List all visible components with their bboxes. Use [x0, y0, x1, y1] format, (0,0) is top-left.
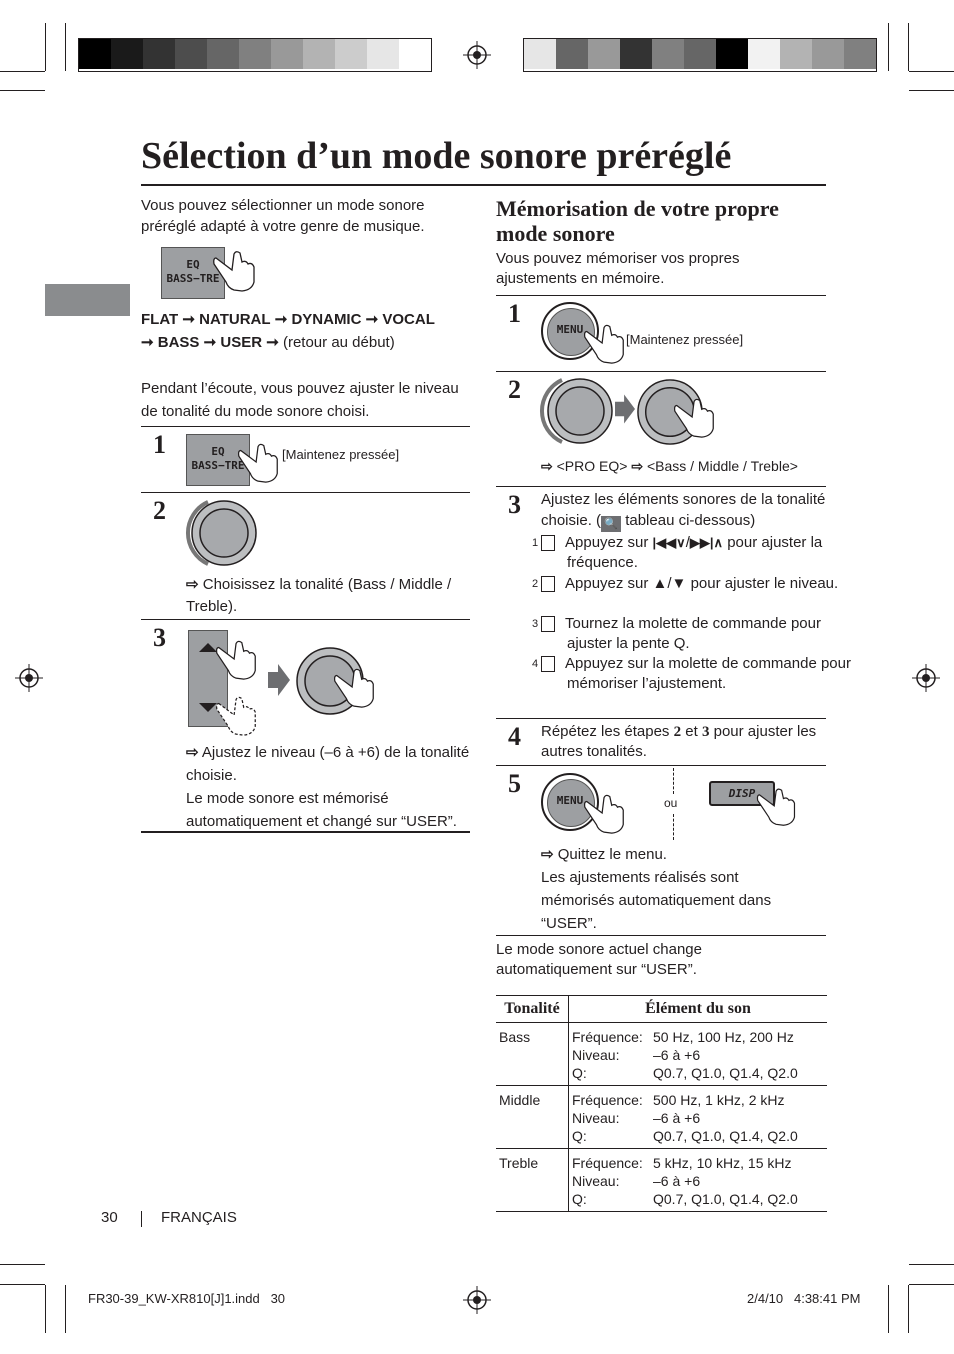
divider-dashed	[673, 768, 674, 794]
right-intro: Vous pouvez mémoriser vos propres ajustements en mémoire.	[496, 250, 740, 287]
tone-cell: Middle	[496, 1086, 569, 1149]
mode-vocal: VOCAL	[382, 311, 435, 328]
crop-mark	[888, 1285, 889, 1333]
file-info: FR30-39_KW-XR810[J]1.indd 30	[88, 1291, 286, 1306]
table-row	[496, 1149, 827, 1212]
rule	[496, 371, 826, 372]
sound-element-table	[496, 996, 827, 1212]
step-number: 2	[153, 496, 166, 525]
substep-text: Appuyez sur	[565, 534, 653, 551]
pointing-hand-icon	[332, 662, 378, 710]
next-arrow-icon	[615, 394, 635, 424]
crop-mark	[909, 90, 954, 91]
freq-value: 500 Hz, 1 kHz, 2 kHz	[653, 1092, 785, 1108]
skip-forward-up-icon: ▶▶|∧	[689, 535, 724, 550]
print-date: 2/4/10 4:38:41 PM	[747, 1291, 861, 1306]
control-dial-rotate-icon	[538, 376, 616, 446]
q-label: Q:	[572, 1191, 587, 1207]
step3-result: Le mode sonore est mémorisé automatiquement et changé sur “USER”.	[186, 790, 457, 830]
crop-mark	[909, 71, 954, 72]
color-bar-left	[78, 38, 432, 72]
freq-label: Fréquence:	[572, 1092, 643, 1108]
mode-tail: (retour au début)	[282, 334, 395, 351]
registration-mark-icon	[463, 1286, 491, 1314]
level-value: –6 à +6	[653, 1110, 701, 1126]
rule	[141, 426, 470, 427]
step4-text-e: pour ajuster les autres tonalités.	[541, 723, 817, 760]
table-header: Tonalité	[496, 996, 569, 1023]
substep	[531, 574, 852, 594]
step3-intro-a: Ajustez les éléments sonores de la tonalité choisie. (	[541, 491, 826, 529]
q-value: Q0.7, Q1.0, Q1.4, Q2.0	[653, 1191, 798, 1207]
step4-text-c: et	[681, 723, 702, 740]
substep-text: Appuyez sur la molette de commande pour mémoriser l’ajustement.	[565, 655, 851, 692]
step-ref: 2	[673, 724, 682, 740]
q-label: Q:	[572, 1128, 587, 1144]
registration-mark-icon	[463, 41, 491, 69]
step3-instruction: Ajustez le niveau (–6 à +6) de la tonalité choisie.	[186, 744, 470, 784]
section-heading: Mémorisation de votre propre mode sonore	[496, 196, 779, 246]
mode-sequence: FLAT ➞ NATURAL ➞ DYNAMIC ➞ VOCAL ➞ BASS ➞ USER ➞ (retour au début)	[141, 311, 435, 351]
rule	[496, 486, 826, 487]
freq-label: Fréquence:	[572, 1155, 643, 1171]
registration-mark-icon	[15, 664, 43, 692]
pointing-hand-icon	[214, 634, 260, 682]
or-label: ou	[664, 796, 678, 810]
menu-path-tones: <Bass / Middle / Treble>	[646, 458, 798, 474]
step2-text: ⇨ Choisissez la tonalité (Bass / Middle / Treble).	[186, 576, 452, 615]
footer-separator	[141, 1211, 142, 1227]
rule	[141, 492, 470, 493]
substep-number: 3	[541, 616, 555, 632]
registration-mark-icon	[912, 664, 940, 692]
substep-number: 2	[541, 576, 555, 592]
substep-text: pour ajuster la fréquence.	[567, 534, 823, 571]
page-title: Sélection d’un mode sonore préréglé	[141, 135, 732, 177]
step4-text-a: Répétez les étapes	[541, 723, 674, 740]
crop-mark	[0, 1264, 45, 1265]
crop-mark	[45, 23, 46, 71]
rule	[496, 935, 826, 936]
step5-text: ⇨ Quittez le menu. Les ajustements réalisés sont mémorisés automatiquement dans “USER”.	[541, 846, 772, 932]
title-rule	[141, 184, 826, 186]
pointing-hand-dashed-icon	[214, 690, 260, 738]
rule	[141, 831, 470, 833]
crop-mark	[909, 1264, 954, 1265]
level-value: –6 à +6	[653, 1047, 701, 1063]
hold-label: [Maintenez pressée]	[626, 332, 744, 347]
substep-number: 1	[541, 535, 555, 551]
q-value: Q0.7, Q1.0, Q1.4, Q2.0	[653, 1128, 798, 1144]
substep	[531, 614, 852, 654]
crop-mark	[65, 23, 66, 71]
pointing-hand-icon	[582, 318, 628, 366]
substep-number: 4	[541, 656, 555, 672]
step2-instruction: Choisissez la tonalité (Bass / Middle / Treble).	[186, 576, 452, 615]
step2-menu-path: ⇨ <PRO EQ> ⇨ <Bass / Middle / Treble>	[541, 458, 798, 474]
eq-label: EQ	[211, 445, 225, 458]
rule	[141, 619, 470, 620]
step3-text: ⇨ Ajustez le niveau (–6 à +6) de la tonalité choisie. Le mode sonore est mémorisé automatiquement et changé sur “USER”.	[186, 744, 470, 830]
rule	[496, 718, 826, 719]
intro-text: Vous pouvez sélectionner un mode sonore préréglé adapté à votre genre de musique.	[141, 197, 425, 235]
crop-mark	[888, 23, 889, 71]
element-cell	[569, 1149, 828, 1212]
step3-intro	[541, 489, 826, 532]
crop-mark	[65, 1285, 66, 1333]
pointing-hand-icon	[582, 788, 628, 836]
step5-result: Les ajustements réalisés sont mémorisés automatiquement dans “USER”.	[541, 869, 772, 932]
bass-treble-label: BASS−TRE	[191, 459, 245, 472]
freq-label: Fréquence:	[572, 1029, 643, 1045]
section-tab	[45, 284, 130, 316]
level-label: Niveau:	[572, 1110, 620, 1126]
mode-user: USER	[220, 334, 263, 351]
level-label: Niveau:	[572, 1047, 620, 1063]
pointing-hand-icon	[212, 244, 258, 294]
magnifier-icon: 🔍	[601, 516, 621, 532]
table-row	[496, 1023, 827, 1086]
step4-text	[541, 722, 826, 762]
crop-mark	[45, 1285, 46, 1333]
skip-back-down-icon: |◀◀∨	[652, 535, 686, 550]
control-dial-rotate-icon	[184, 498, 260, 568]
step-number: 4	[508, 722, 521, 751]
step-number: 5	[508, 769, 521, 798]
disp-label: DISP	[728, 787, 756, 800]
q-value: Q0.7, Q1.0, Q1.4, Q2.0	[653, 1065, 798, 1081]
crop-mark	[908, 23, 909, 71]
substep	[531, 654, 852, 694]
table-header-row	[496, 996, 827, 1023]
pointing-hand-icon	[754, 782, 800, 828]
substep-text: Appuyez sur	[565, 575, 653, 592]
table-row	[496, 1086, 827, 1149]
menu-label: MENU	[556, 323, 584, 336]
next-arrow-icon	[268, 664, 290, 696]
freq-value: 50 Hz, 100 Hz, 200 Hz	[653, 1029, 794, 1045]
step5-instruction: Quittez le menu.	[557, 846, 667, 863]
pointing-hand-icon	[672, 392, 718, 440]
step-number: 1	[508, 299, 521, 328]
step-number: 1	[153, 430, 166, 459]
hold-label: [Maintenez pressée]	[282, 447, 400, 462]
rule	[496, 295, 826, 296]
substep-text: pour ajuster le niveau.	[686, 575, 839, 592]
page-number: 30	[101, 1209, 118, 1226]
mode-dynamic: DYNAMIC	[291, 311, 362, 328]
table-header: Élément du son	[569, 996, 828, 1023]
mode-flat: FLAT	[141, 311, 179, 328]
q-label: Q:	[572, 1065, 587, 1081]
tone-cell: Treble	[496, 1149, 569, 1212]
up-down-arrow-icon: ▲/▼	[652, 575, 687, 592]
freq-value: 5 kHz, 10 kHz, 15 kHz	[653, 1155, 792, 1171]
menu-label: MENU	[556, 794, 584, 807]
level-label: Niveau:	[572, 1173, 620, 1189]
step-number: 3	[508, 490, 521, 519]
mode-natural: NATURAL	[199, 311, 271, 328]
step3-intro-b: tableau ci-dessous)	[621, 512, 756, 529]
step-number: 2	[508, 375, 521, 404]
crop-mark	[909, 1284, 954, 1285]
color-bar-right	[523, 38, 877, 72]
crop-mark	[0, 1284, 45, 1285]
note-text: Le mode sonore actuel change automatiquement sur “USER”.	[496, 941, 702, 978]
divider-dashed	[673, 814, 674, 840]
tone-cell: Bass	[496, 1023, 569, 1086]
substep-text: Tournez la molette de commande pour ajuster la pente Q.	[565, 615, 821, 652]
crop-mark	[908, 1285, 909, 1333]
mode-bass: BASS	[157, 334, 200, 351]
element-cell	[569, 1023, 828, 1086]
menu-path-pro-eq: <PRO EQ>	[556, 458, 628, 474]
language-label: FRANÇAIS	[161, 1209, 237, 1226]
level-value: –6 à +6	[653, 1173, 701, 1189]
element-cell	[569, 1086, 828, 1149]
bass-treble-label: BASS−TRE	[166, 272, 220, 285]
crop-mark	[0, 90, 45, 91]
crop-mark	[0, 71, 45, 72]
substep: 1 Appuyez sur |◀◀∨/▶▶|∧ pour ajuster la fréquence.	[531, 534, 823, 571]
eq-label: EQ	[186, 258, 200, 271]
rule	[496, 765, 826, 766]
pointing-hand-icon	[236, 437, 282, 485]
step-number: 3	[153, 623, 166, 652]
step-ref: 3	[701, 724, 710, 740]
during-text: Pendant l’écoute, vous pouvez ajuster le niveau de tonalité du mode sonore choisi.	[141, 380, 459, 420]
